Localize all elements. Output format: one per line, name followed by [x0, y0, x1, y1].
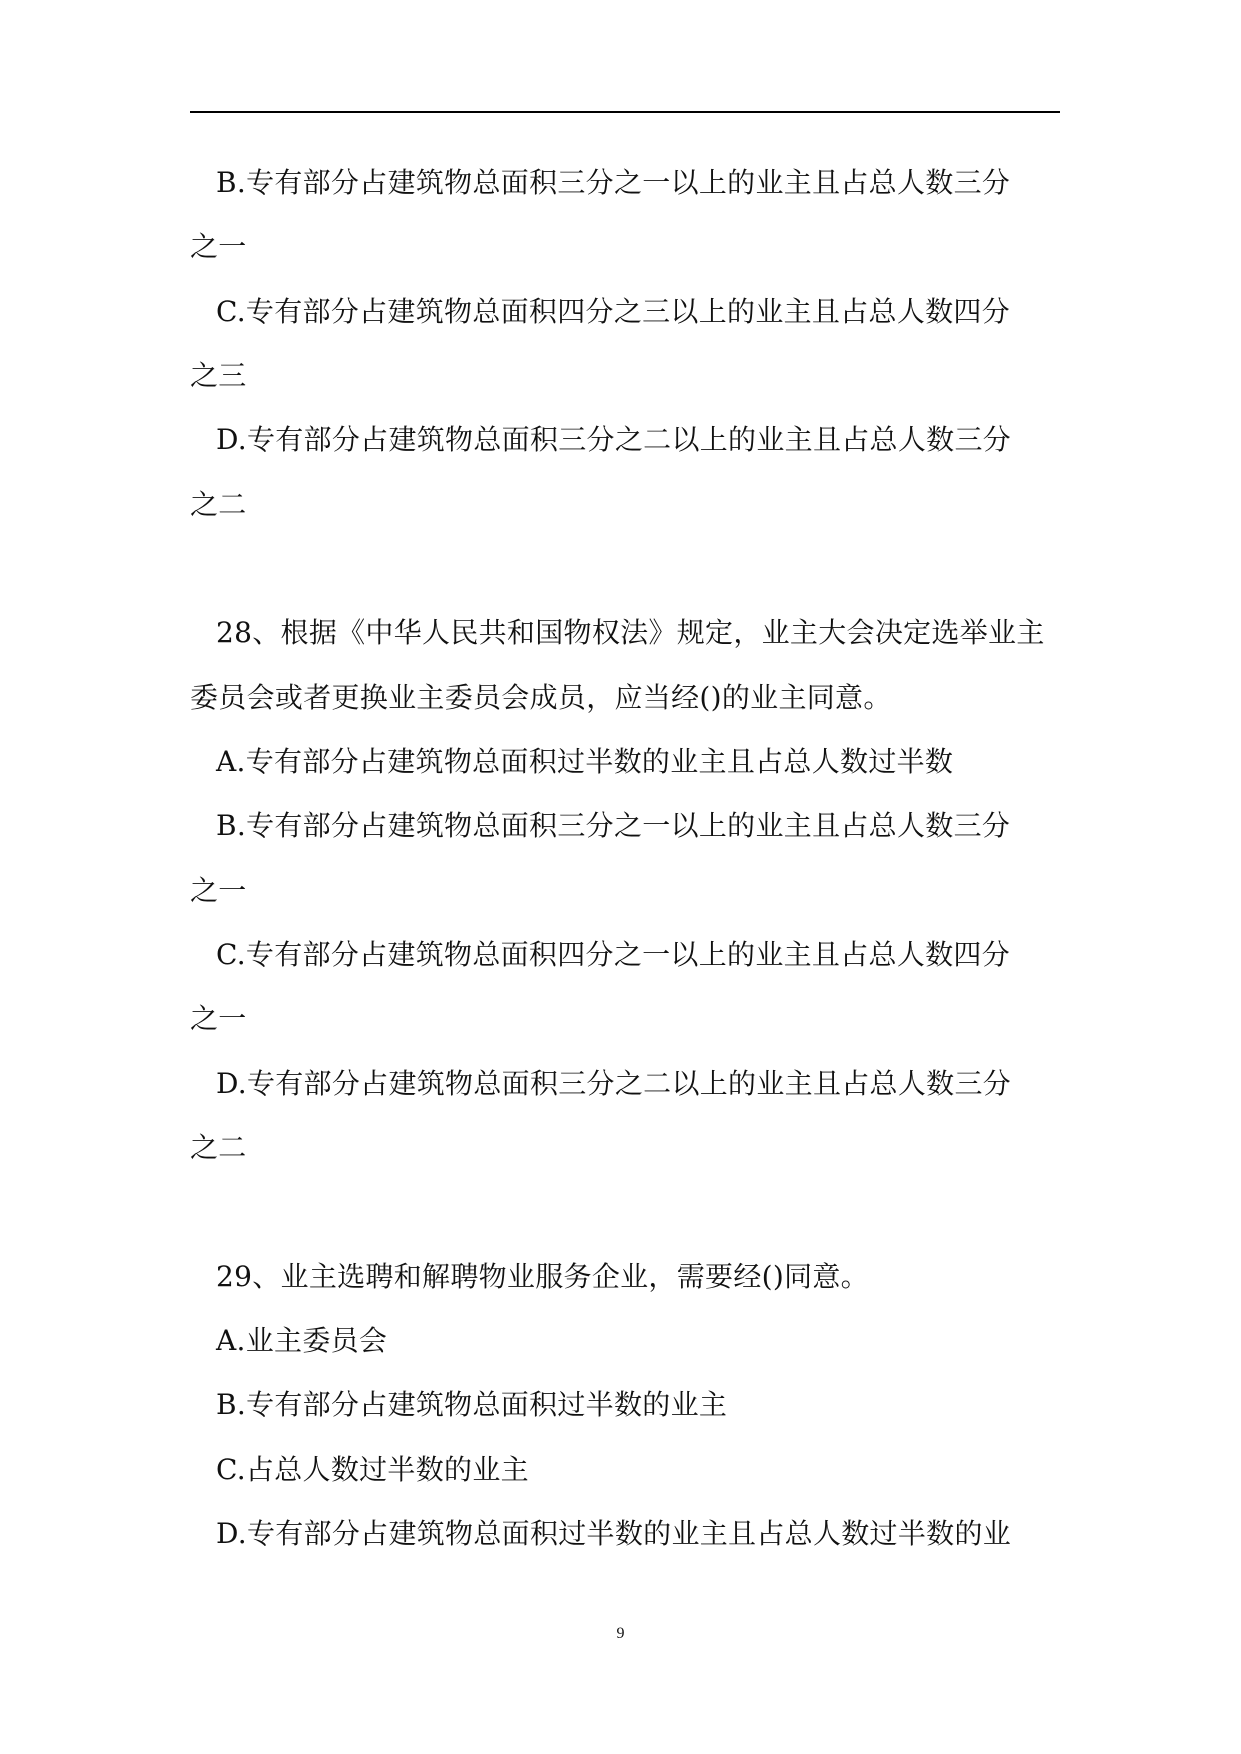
option-b-q27: B.专有部分占建筑物总面积三分之一以上的业主且占总人数三分 — [216, 166, 1011, 199]
option-a-q28: A.专有部分占建筑物总面积过半数的业主且占总人数过半数 — [216, 745, 954, 778]
option-b-q28-cont: 之一 — [190, 874, 247, 907]
option-a-q29: A.业主委员会 — [216, 1324, 388, 1357]
question-29: 29、业主选聘和解聘物业服务企业，需要经()同意。 — [216, 1260, 869, 1293]
header-rule — [190, 111, 1060, 113]
option-d-q27: D.专有部分占建筑物总面积三分之二以上的业主且占总人数三分 — [216, 423, 1012, 456]
option-c-q27: C.专有部分占建筑物总面积四分之三以上的业主且占总人数四分 — [216, 295, 1011, 328]
option-c-q28: C.专有部分占建筑物总面积四分之一以上的业主且占总人数四分 — [216, 938, 1011, 971]
question-28-cont: 委员会或者更换业主委员会成员，应当经()的业主同意。 — [190, 681, 892, 714]
option-d-q27-cont: 之二 — [190, 488, 247, 521]
option-c-q29: C.占总人数过半数的业主 — [216, 1453, 529, 1486]
option-b-q29: B.专有部分占建筑物总面积过半数的业主 — [216, 1388, 728, 1421]
option-d-q28-cont: 之二 — [190, 1131, 247, 1164]
option-d-q29: D.专有部分占建筑物总面积过半数的业主且占总人数过半数的业 — [216, 1517, 1012, 1550]
page-number: 9 — [616, 1625, 625, 1642]
option-c-q27-cont: 之三 — [190, 359, 247, 392]
question-28: 28、根据《中华人民共和国物权法》规定，业主大会决定选举业主 — [216, 616, 1045, 649]
option-b-q28: B.专有部分占建筑物总面积三分之一以上的业主且占总人数三分 — [216, 809, 1011, 842]
option-b-q27-cont: 之一 — [190, 230, 247, 263]
option-c-q28-cont: 之一 — [190, 1002, 247, 1035]
option-d-q28: D.专有部分占建筑物总面积三分之二以上的业主且占总人数三分 — [216, 1067, 1012, 1100]
